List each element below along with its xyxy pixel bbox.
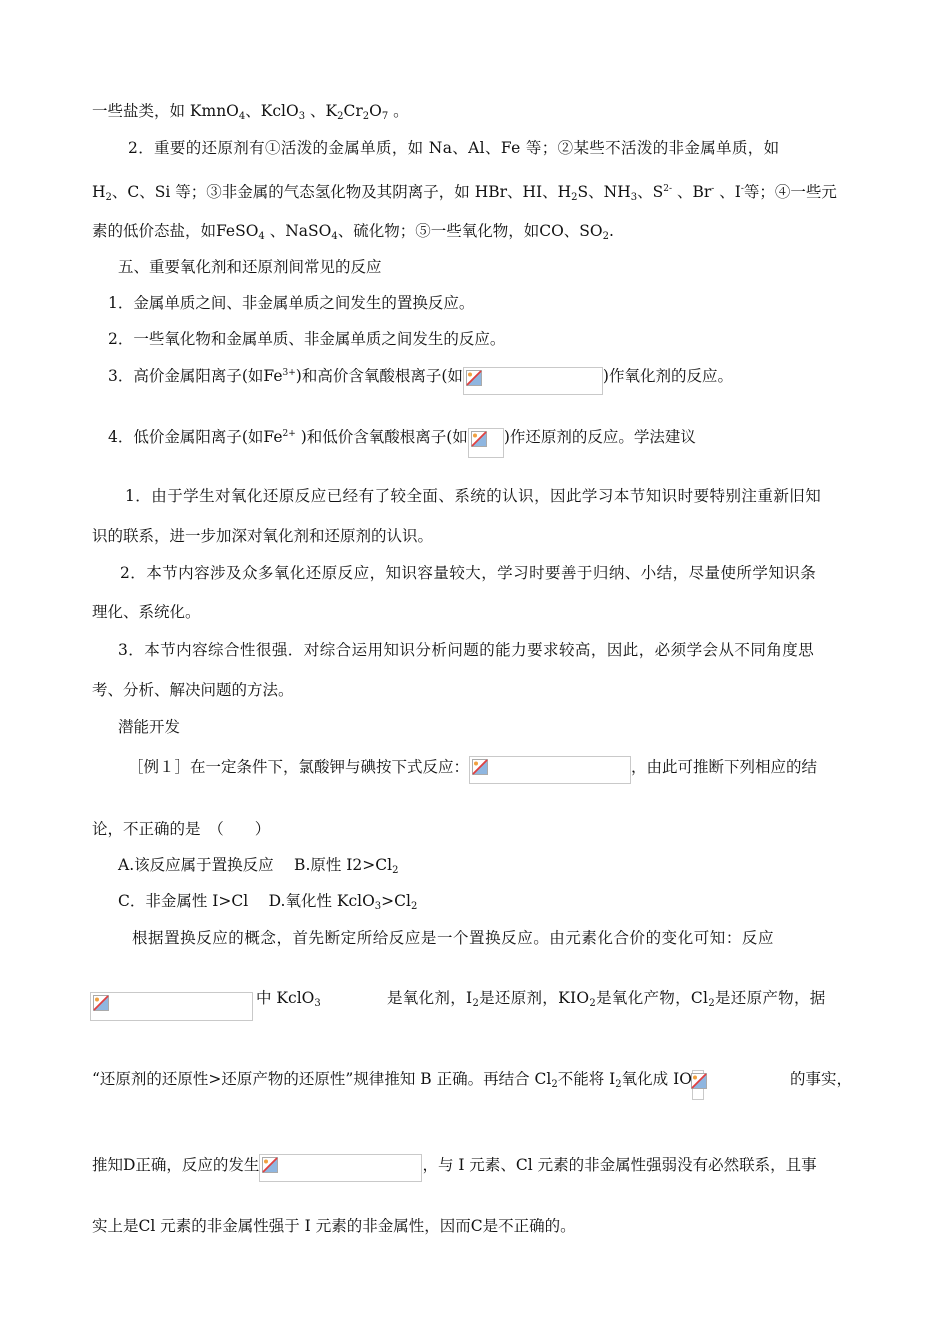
paragraph-line: 中 KclO$_3$ (256, 989, 321, 1009)
answer-option: A.该反应属于置换反应 B.原性 $I2>Cl_2$ (118, 856, 399, 876)
paragraph-line: 是氧化剂，$I_2$是还原剂，$KIO_2$是氧化产物，$Cl_2$是还原产物，据 (387, 989, 826, 1009)
formula-image (463, 367, 603, 395)
paragraph-line: 2．本节内容涉及众多氧化还原反应，知识容量较大，学习时要善于归纳、小结，尽量使所学知识条 (120, 564, 817, 582)
formula-image (692, 1070, 704, 1100)
paragraph-line: 素的低价态盐，如FeSO$_4$ 、NaSO$_4$、硫化物；⑤一些氧化物，如CO、$SO_2$. (92, 222, 614, 242)
broken-image-icon (93, 995, 109, 1011)
paragraph-line: “还原剂的还原性>还原产物的还原性”规律推知 B 正确。再结合 $Cl_2$不能将 $I_2$氧化成 IO (92, 1069, 704, 1100)
paragraph-line: 的事实， (790, 1070, 853, 1088)
paragraph-line: $H_2$、C、Si 等；③非金属的气态氢化物及其阴离子，如 HBr、HI、$H_2S$、$NH_3$、$S^{2-}$ 、Br- 、I-等；④一些元 (92, 183, 837, 203)
answer-option: C．非金属性 I>Cl D.氧化性 $KclO_3>Cl_2$ (118, 892, 418, 912)
formula-image (259, 1154, 422, 1182)
paragraph-line: 3．高价金属阳离子(如$Fe^{3+}$)和高价含氧酸根离子(如 )作氧化剂的反应。 (108, 366, 733, 395)
paragraph-line: 1．由于学生对氧化还原反应已经有了较全面、系统的认识，因此学习本节知识时要特别注重新旧知 (125, 487, 822, 505)
paragraph-line: ［例１］在一定条件下，氯酸钾与碘按下式反应： ，由此可推断下列相应的结 (128, 756, 817, 784)
broken-image-icon (471, 431, 487, 447)
formula-image (90, 992, 253, 1021)
paragraph-line: 识的联系，进一步加深对氧化剂和还原剂的认识。 (92, 527, 434, 545)
broken-image-icon (262, 1157, 278, 1173)
formula-image (469, 756, 631, 784)
paragraph-line: 论，不正确的是 （ ） (92, 820, 271, 838)
paragraph-line: 考、分析、解决问题的方法。 (92, 681, 294, 699)
formula-image (468, 428, 504, 458)
paragraph-line: 4．低价金属阳离子(如$Fe^{2+}$ )和低价含氧酸根离子(如 )作还原剂的反应。学法建议 (108, 427, 696, 458)
paragraph-line: 3．本节内容综合性很强．对综合运用知识分析问题的能力要求较高，因此，必须学会从不同角度思 (118, 641, 815, 659)
paragraph-line: 理化、系统化。 (92, 603, 201, 621)
paragraph-line: 2．一些氧化物和金属单质、非金属单质之间发生的反应。 (108, 330, 506, 348)
section-heading: 潜能开发 (118, 718, 181, 736)
paragraph-line: 实上是Cl 元素的非金属性强于 I 元素的非金属性，因而C是不正确的。 (92, 1217, 576, 1235)
paragraph-line: 推知D正确，反应的发生 ，与 I 元素、Cl 元素的非金属性强弱没有必然联系，且事 (92, 1154, 817, 1182)
paragraph-line: 根据置换反应的概念，首先断定所给反应是一个置换反应。由元素化合价的变化可知：反应 (132, 929, 775, 947)
paragraph-line: 1．金属单质之间、非金属单质之间发生的置换反应。 (108, 294, 475, 312)
section-heading: 五、重要氧化剂和还原剂间常见的反应 (118, 258, 382, 276)
broken-image-icon (472, 759, 488, 775)
paragraph-line: 一些盐类，如 KmnO$_4$、KclO$_3$ 、$K_2Cr_2O_7$ 。 (92, 102, 409, 122)
broken-image-icon (691, 1073, 707, 1089)
broken-image-icon (466, 370, 482, 386)
paragraph-line: 2．重要的还原剂有①活泼的金属单质，如 Na、Al、Fe 等；②某些不活泼的非金属单质，如 (128, 139, 780, 157)
